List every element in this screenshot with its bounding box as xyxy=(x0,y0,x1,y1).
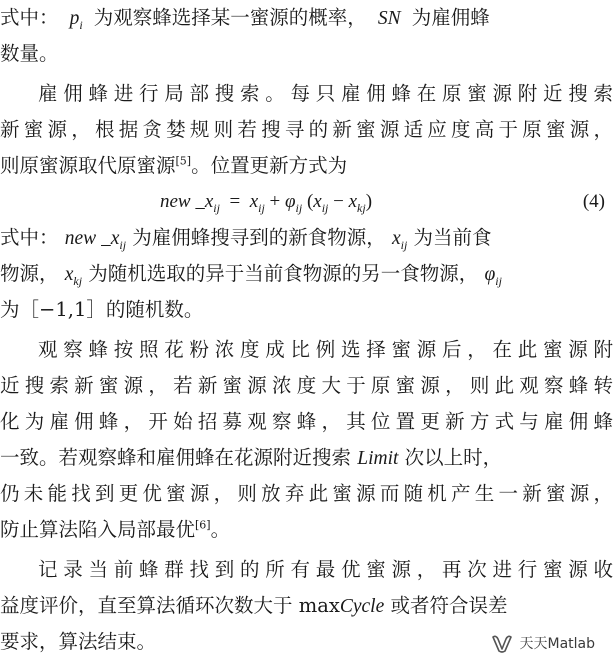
citation-ref: [5] xyxy=(175,154,192,168)
text-run: 为随机选取的异于当前食物源的另一食物源， xyxy=(88,262,479,285)
watermark xyxy=(491,630,595,656)
text-run: 为雇佣蜂搜寻到的新食物源， xyxy=(132,226,386,249)
para-1-line-1 xyxy=(0,0,613,36)
symbol-x-kj: $x_{kj}$ xyxy=(64,264,83,288)
text-run: 。位置更新方式为 xyxy=(191,154,348,177)
text-run: 式中： xyxy=(0,226,59,249)
symbol-limit: Limit xyxy=(357,448,399,469)
para-2-line-1: 雇佣蜂进行局部搜索。每只雇佣蜂在原蜜源附近搜索 xyxy=(38,82,613,105)
para-4-line-2: 近搜索新蜜源，若新蜜源浓度大于原蜜源，则此观察蜂转 xyxy=(0,374,613,397)
text-run: 。 xyxy=(210,518,231,541)
para-4-line-1: 观察蜂按照花粉浓度成比例选择蜜源后，在此蜜源附 xyxy=(38,338,613,361)
text-run: 一致。若观察蜂和雇佣蜂在花源附近搜索 xyxy=(0,446,352,469)
para-3-line-1 xyxy=(0,220,613,256)
para-5-line-1: 记录当前蜂群找到的所有最优蜜源，再次进行蜜源收 xyxy=(38,558,613,581)
text-run: 为雇佣蜂 xyxy=(411,6,490,29)
para-4-line-3: 化为雇佣蜂，开始招募观察蜂，其位置更新方式与雇佣蜂 xyxy=(0,410,613,433)
para-5-line-2 xyxy=(0,588,613,624)
wechat-channel-icon xyxy=(491,633,513,653)
text-run: 为观察蜂选择某一蜜源的概率， xyxy=(93,6,367,29)
para-5-line-3: 要求，算法结束。 xyxy=(0,630,157,653)
para-2-line-2: 新蜜源，根据贪婪规则若搜寻的新蜜源适应度高于原蜜源， xyxy=(0,118,613,141)
citation-ref: [6] xyxy=(195,518,211,532)
text-run: 次以上时， xyxy=(404,446,503,469)
para-4-line-6 xyxy=(0,512,613,548)
text-run: 物源， xyxy=(0,262,59,285)
symbol-cycle: Cycle xyxy=(339,596,385,617)
text-run: 为当前食 xyxy=(413,226,492,249)
watermark-text: 天天Matlab xyxy=(519,636,595,652)
para-1-line-2 xyxy=(0,36,613,72)
para-3-line-3: 为［−1,1］的随机数。 xyxy=(0,298,204,321)
symbol-SN: SN xyxy=(372,8,406,29)
text-run: 式中： xyxy=(0,6,59,29)
symbol-x-ij: $x_{ij}$ xyxy=(392,228,408,252)
text-run: 则原蜜源取代原蜜源 xyxy=(0,154,176,177)
equation-body: new $x_{ij} = x_{ij} + \varphi_{ij}$ $(x_{ij} - x_{kj})$ xyxy=(160,191,373,215)
para-4-line-4 xyxy=(0,440,613,476)
para-3-line-2 xyxy=(0,256,613,292)
text-run: 防止算法陷入局部最优 xyxy=(0,518,196,541)
text-run: 数量。 xyxy=(0,42,59,65)
equation-4 xyxy=(160,184,613,220)
symbol-max: max xyxy=(298,594,340,617)
equation-number: (4) xyxy=(582,191,605,212)
para-4-line-5: 仍未能找到更优蜜源，则放弃此蜜源而随机产生一新蜜源， xyxy=(0,482,613,505)
para-2-line-3 xyxy=(0,148,613,184)
text-run: 益度评价，直至算法循环次数大于 xyxy=(0,594,293,617)
symbol-phi-ij: $\varphi_{ij}$ xyxy=(484,264,502,288)
symbol-new-x-ij: new $x_{ij}$ xyxy=(64,228,127,252)
text-run: 或者符合误差 xyxy=(390,594,508,617)
symbol-p-i: $p_i$ xyxy=(64,8,83,32)
